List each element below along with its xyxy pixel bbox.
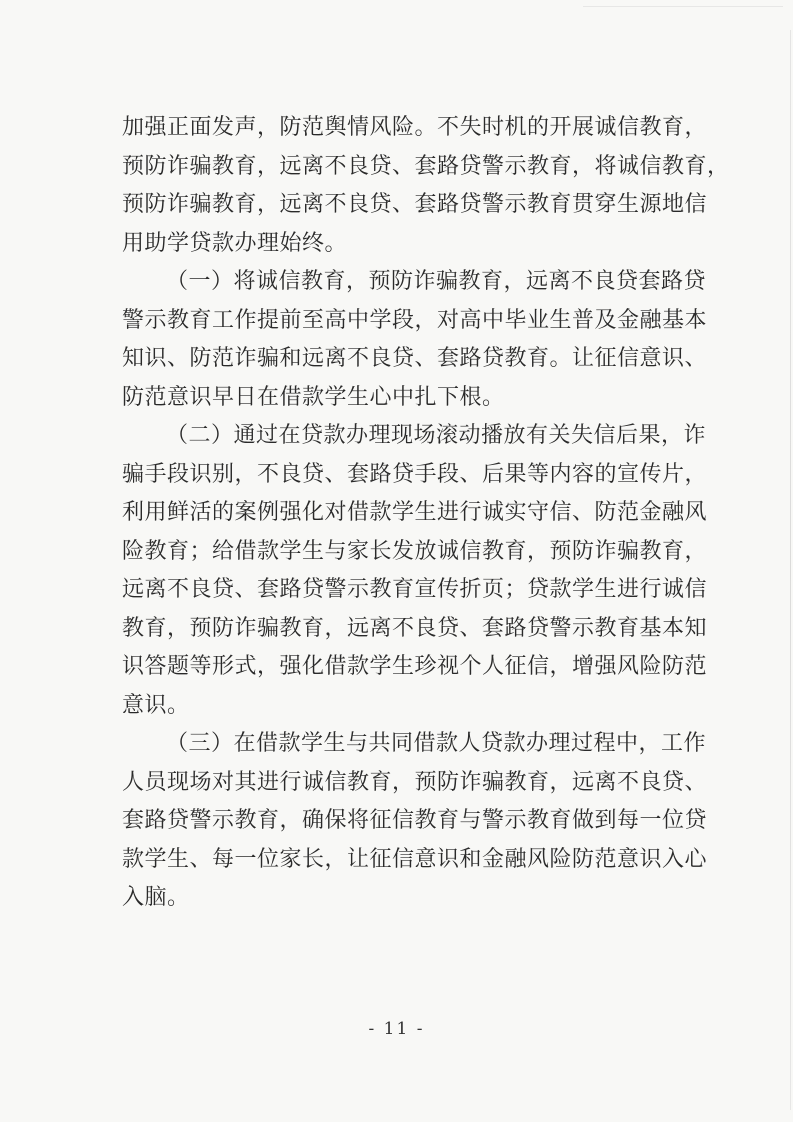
text-line: 险教育；给借款学生与家长发放诚信教育，预防诈骗教育， — [122, 538, 708, 564]
scan-artifact-top — [583, 6, 783, 7]
page-number: - 11 - — [368, 1019, 425, 1039]
paragraph-3 — [122, 417, 708, 725]
text-line: 用助学贷款办理始终。 — [122, 230, 348, 256]
text-line: 远离不良贷、套路贷警示教育宣传折页；贷款学生进行诚信 — [122, 577, 708, 602]
text-line: 意识。 — [122, 692, 190, 718]
text-line: （二）通过在贷款办理现场滚动播放有关失信后果，诈 — [166, 423, 707, 448]
text-line: 防范意识早日在借款学生心中扎下根。 — [122, 384, 505, 410]
text-line: 加强正面发声，防范舆情风险。不失时机的开展诚信教育， — [122, 115, 708, 140]
scan-artifact-edge — [790, 30, 791, 1110]
paragraph-4 — [122, 725, 708, 918]
text-line: 识答题等形式，强化借款学生珍视个人征信，增强风险防范 — [122, 654, 708, 679]
paragraph-1 — [122, 109, 730, 263]
text-line: （一）将诚信教育，预防诈骗教育，远离不良贷套路贷 — [166, 269, 707, 294]
text-line: 预防诈骗教育，远离不良贷、套路贷警示教育，将诚信教育， — [122, 153, 730, 179]
text-line: 知识、防范诈骗和远离不良贷、套路贷教育。让征信意识、 — [122, 346, 708, 371]
text-line: 款学生、每一位家长，让征信意识和金融风险防范意识入心 — [122, 846, 708, 872]
paragraph-2 — [122, 263, 708, 417]
text-line: （三）在借款学生与共同借款人贷款办理过程中，工作 — [166, 731, 707, 756]
text-line: 预防诈骗教育，远离不良贷、套路贷警示教育贯穿生源地信 — [122, 192, 708, 217]
text-line: 教育，预防诈骗教育，远离不良贷、套路贷警示教育基本知 — [122, 615, 708, 641]
text-line: 利用鲜活的案例强化对借款学生进行诚实守信、防范金融风 — [122, 500, 708, 525]
text-line: 入脑。 — [122, 885, 190, 910]
document-body — [122, 109, 730, 918]
text-line: 骗手段识别，不良贷、套路贷手段、后果等内容的宣传片， — [122, 461, 708, 487]
text-line: 套路贷警示教育，确保将征信教育与警示教育做到每一位贷 — [122, 808, 708, 833]
text-line: 人员现场对其进行诚信教育，预防诈骗教育，远离不良贷、 — [122, 769, 708, 795]
text-line: 警示教育工作提前至高中学段，对高中毕业生普及金融基本 — [122, 307, 708, 333]
